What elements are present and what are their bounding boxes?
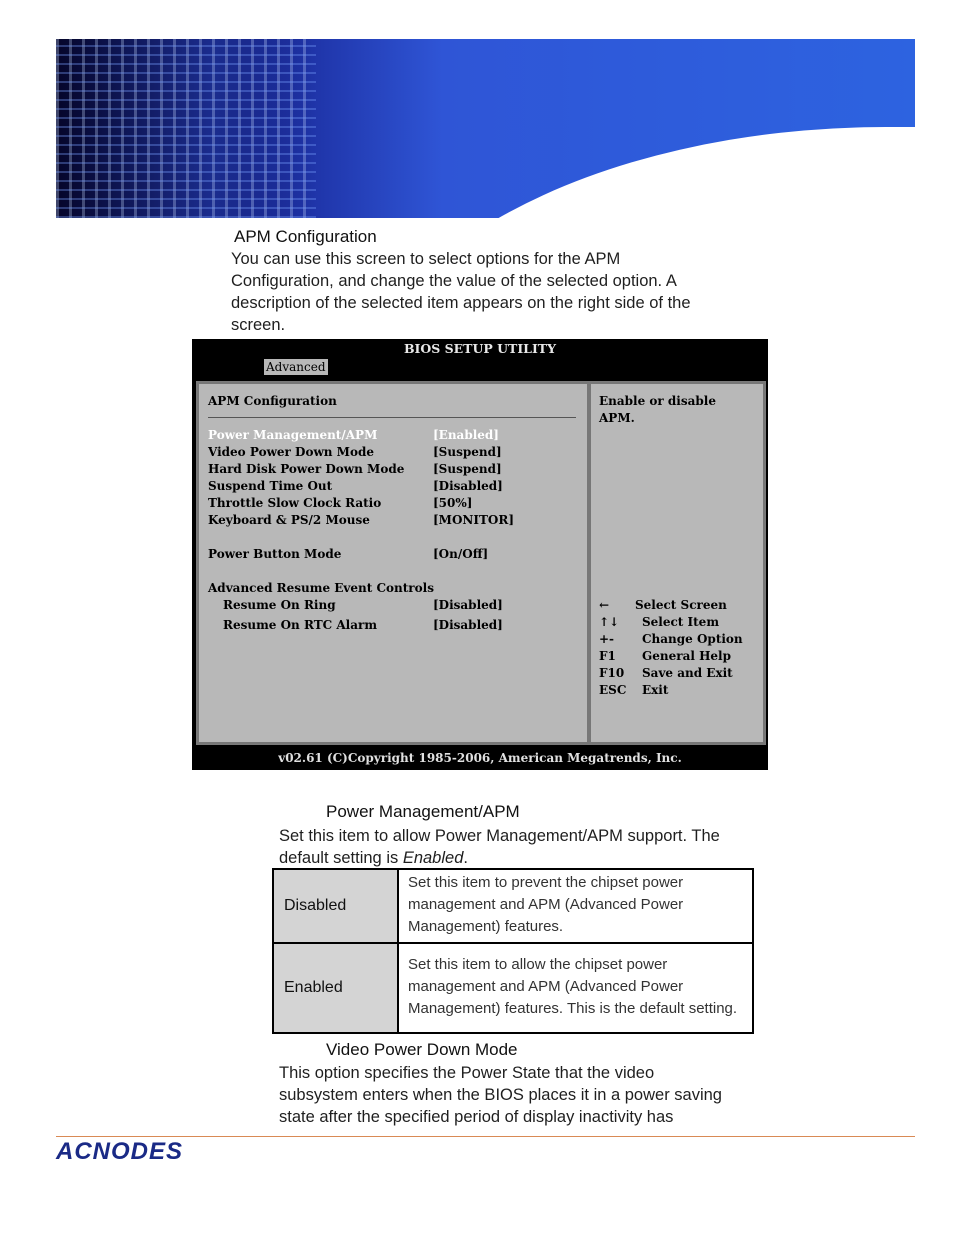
section-title: APM Configuration xyxy=(234,227,377,246)
submenu-heading: Advanced Resume Event Controls xyxy=(208,581,434,595)
help-text-line: Enable or disable xyxy=(599,394,716,408)
key-icon: ← xyxy=(599,598,610,612)
setting-label-hdd-power-down[interactable]: Hard Disk Power Down Mode xyxy=(208,462,405,476)
pm-desc-text: default setting is xyxy=(279,849,403,867)
setting-value-suspend-timeout[interactable]: [Disabled] xyxy=(433,479,503,493)
setting-label-suspend-timeout[interactable]: Suspend Time Out xyxy=(208,479,333,493)
setting-label-resume-rtc[interactable]: Resume On RTC Alarm xyxy=(223,618,378,632)
acnodes-logo: ACNODES xyxy=(56,1138,184,1165)
setting-label-resume-ring[interactable]: Resume On Ring xyxy=(223,598,336,612)
setting-label-throttle-ratio[interactable]: Throttle Slow Clock Ratio xyxy=(208,496,382,510)
pm-description xyxy=(279,825,720,869)
header-banner xyxy=(56,39,915,218)
intro-line: description of the selected item appears on the right side of the xyxy=(231,294,691,312)
setting-value-throttle-ratio[interactable]: [50%] xyxy=(433,496,473,510)
setting-value-resume-ring[interactable]: [Disabled] xyxy=(433,598,503,612)
video-description xyxy=(279,1062,722,1128)
pm-default-value: Enabled xyxy=(402,849,464,867)
table-row xyxy=(273,869,753,943)
help-text-line: APM. xyxy=(599,411,635,425)
key-action: Select Item xyxy=(642,615,720,629)
key-action: General Help xyxy=(642,649,731,663)
intro-line: You can use this screen to select options for the APM xyxy=(231,250,621,268)
bios-panel-title: APM Configuration xyxy=(208,394,337,408)
intro-line: Configuration, and change the value of the selected option. A xyxy=(231,272,677,290)
option-description: Set this item to allow the chipset power management and APM (Advanced Power Management) features. This is the default setting. xyxy=(398,943,753,1033)
setting-value-video-power-down[interactable]: [Suspend] xyxy=(433,445,502,459)
video-desc-line: state after the specified period of display inactivity has xyxy=(279,1108,674,1126)
option-name: Disabled xyxy=(273,869,398,943)
setting-label-power-button[interactable]: Power Button Mode xyxy=(208,547,342,561)
video-desc-line: This option specifies the Power State that the video xyxy=(279,1064,655,1082)
setting-value-power-button[interactable]: [On/Off] xyxy=(433,547,489,561)
banner-swoosh xyxy=(346,127,915,218)
pm-desc-line: Set this item to allow Power Management/APM support. The xyxy=(279,827,720,845)
bios-settings-pane xyxy=(197,382,589,744)
bios-footer: v02.61 (C)Copyright 1985-2006, American Megatrends, Inc. xyxy=(278,751,682,765)
bios-help-pane xyxy=(589,382,765,744)
bios-title: BIOS SETUP UTILITY xyxy=(403,341,557,356)
video-title: Video Power Down Mode xyxy=(326,1040,518,1059)
key-action: Change Option xyxy=(642,632,743,646)
divider xyxy=(208,417,576,418)
key-action: Exit xyxy=(642,683,669,697)
setting-label-video-power-down[interactable]: Video Power Down Mode xyxy=(208,445,374,459)
intro-line: screen. xyxy=(231,316,286,334)
circuit-board-image xyxy=(56,39,316,218)
key-label: ESC xyxy=(599,683,627,697)
setting-value-hdd-power-down[interactable]: [Suspend] xyxy=(433,462,502,476)
key-label: F10 xyxy=(599,666,625,680)
option-description: Set this item to prevent the chipset power management and APM (Advanced Power Management) features. xyxy=(398,869,753,943)
options-table xyxy=(272,868,754,1034)
key-action: Save and Exit xyxy=(642,666,733,680)
key-icon: ↑↓ xyxy=(599,615,620,629)
table-row xyxy=(273,943,753,1033)
setting-value-resume-rtc[interactable]: [Disabled] xyxy=(433,618,503,632)
setting-label-keyboard-mouse[interactable]: Keyboard & PS/2 Mouse xyxy=(208,513,370,527)
footer-divider xyxy=(56,1136,915,1137)
setting-value-keyboard-mouse[interactable]: [MONITOR] xyxy=(433,513,515,527)
pm-title: Power Management/APM xyxy=(326,802,520,821)
setting-label-power-management[interactable]: Power Management/APM xyxy=(208,428,378,442)
key-action: Select Screen xyxy=(635,598,727,612)
pm-desc-line xyxy=(279,847,720,869)
pm-desc-text: . xyxy=(463,849,468,867)
option-name: Enabled xyxy=(273,943,398,1033)
video-desc-line: subsystem enters when the BIOS places it in a power saving xyxy=(279,1086,722,1104)
bios-screenshot xyxy=(192,339,768,770)
setting-value-power-management[interactable]: [Enabled] xyxy=(433,428,499,442)
tab-advanced[interactable]: Advanced xyxy=(266,360,326,374)
key-label: F1 xyxy=(599,649,616,663)
bios-panel xyxy=(196,381,766,745)
section-intro xyxy=(231,248,691,336)
key-icon: +- xyxy=(599,632,615,646)
